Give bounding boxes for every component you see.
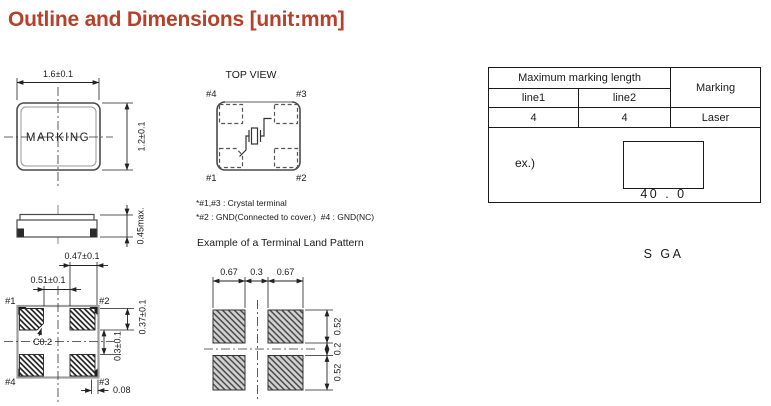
bottom-pin-label-3: #3: [99, 377, 110, 388]
bottom-pad-width-dim: 0.47±0.1: [64, 251, 100, 261]
land-pad-bl: [213, 356, 245, 391]
table-value-line2: 4: [579, 108, 671, 128]
bottom-view: [4, 251, 148, 402]
land-pad-tl: [213, 310, 245, 343]
marking-example-line2: S GA: [643, 247, 684, 261]
bottom-pin-label-1: #1: [5, 296, 16, 307]
side-terminal-left: [18, 229, 25, 238]
bottom-pad-vgap-dim: 0.3±0.1: [112, 331, 123, 361]
bottom-pin-label-4: #4: [5, 377, 16, 388]
side-terminal-right: [90, 229, 97, 238]
land-pattern-view: [197, 237, 364, 401]
example-label: ex.): [515, 156, 536, 170]
bottom-pad-3: [70, 355, 95, 377]
bottom-pad-gap-dim: 0.51±0.1: [30, 275, 66, 285]
front-marking-label: MARKING: [25, 132, 91, 144]
land-middle-gap-dim: 0.2: [332, 342, 343, 356]
land-top-height-dim: 0.52: [332, 317, 343, 336]
land-left-width-dim: 0.67: [220, 267, 238, 277]
land-right-width-dim: 0.67: [276, 267, 295, 277]
table-value-marking: Laser: [671, 108, 761, 128]
bottom-pad-1: [20, 309, 44, 331]
table-header-marking: Marking: [671, 68, 761, 108]
terminal-note-1: *#1,#3 : Crystal terminal: [196, 198, 287, 208]
land-pad-br: [268, 356, 303, 391]
table-value-line1: 4: [489, 108, 579, 128]
marking-example-line1: 40 . 0: [640, 187, 687, 201]
side-body: [17, 220, 97, 237]
terminal-note-2: *#2 : GND(Connected to cover.) #4 : GND(NC): [196, 212, 375, 222]
table-header-line1: line1: [489, 89, 579, 108]
pin-label-3: #3: [296, 89, 307, 100]
table-header-max-length: Maximum marking length: [489, 68, 671, 89]
front-width-dim: 1.6±0.1: [43, 69, 73, 79]
top-view-body: [217, 102, 300, 170]
page-title: Outline and Dimensions [unit:mm]: [8, 8, 345, 31]
pin-label-2: #2: [296, 173, 307, 184]
marking-table: [488, 67, 761, 261]
land-bottom-height-dim: 0.52: [332, 363, 343, 382]
table-header-line2: line2: [579, 89, 671, 108]
land-center-gap-dim: 0.3: [250, 267, 263, 277]
land-pad-tr: [268, 310, 303, 343]
chamfer-dim: C0.2: [33, 337, 53, 347]
edge-offset-dim: 0.08: [113, 385, 131, 395]
pin-label-4: #4: [206, 89, 217, 100]
side-view: [17, 205, 146, 247]
front-height-dim: 1.2±0.1: [136, 121, 147, 152]
bottom-pad-2: [70, 309, 95, 331]
bottom-pad-height-dim: 0.37±0.1: [137, 299, 148, 335]
front-view: [4, 69, 147, 187]
marking-example-box: [623, 141, 704, 261]
marking-example-row: [489, 128, 761, 261]
bottom-pad-4: [20, 355, 44, 377]
top-view-title: TOP VIEW: [225, 69, 277, 81]
side-height-dim: 0.45max.: [135, 207, 146, 245]
land-pattern-title: Example of a Terminal Land Pattern: [197, 237, 364, 249]
pin-label-1: #1: [206, 173, 217, 184]
bottom-pin-label-2: #2: [99, 296, 110, 307]
top-view: [196, 69, 374, 222]
